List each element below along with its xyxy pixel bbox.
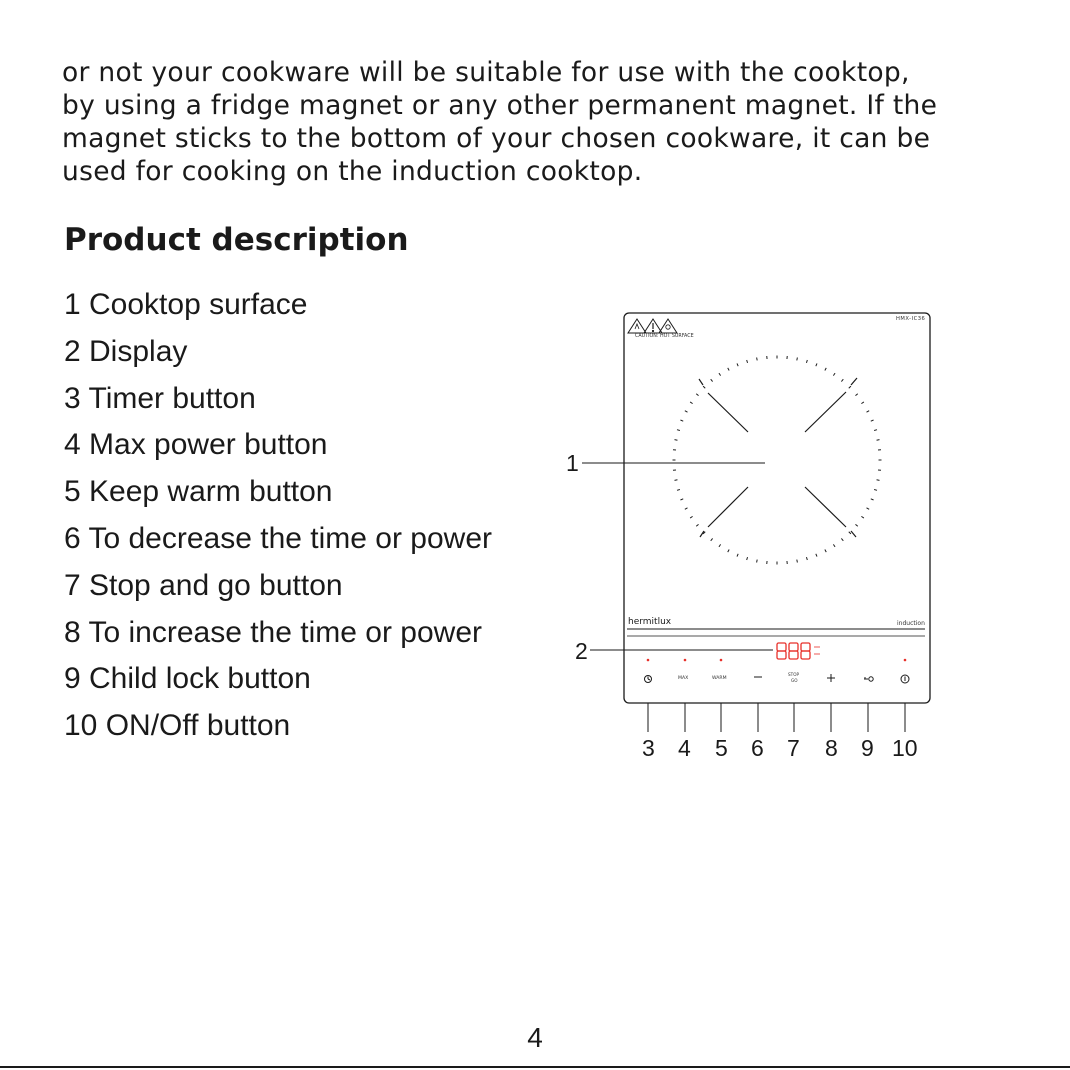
timer-indicator [647, 659, 650, 662]
part-item-child-lock-button: 9 Child lock button [64, 662, 311, 696]
page-number: 4 [527, 1022, 543, 1053]
max-indicator [684, 659, 687, 662]
stop-button-label: STOP [788, 672, 800, 677]
section-title: Product description [64, 222, 409, 258]
warm-button-label: WARM [712, 676, 727, 681]
ring-tick [877, 440, 880, 441]
ring-tick [675, 480, 678, 481]
part-item-keep-warm-button: 5 Keep warm button [64, 475, 333, 509]
ring-tick [757, 358, 758, 361]
part-item-decrease: 6 To decrease the time or power [64, 521, 493, 555]
callout-4: 4 [678, 735, 691, 761]
warm-indicator [720, 659, 723, 662]
part-item-max-power-button: 4 Max power button [64, 428, 328, 462]
parts-list [64, 282, 492, 750]
callout-5: 5 [715, 735, 728, 761]
callout-8: 8 [825, 735, 838, 761]
power-indicator [904, 659, 907, 662]
intro-line: magnet sticks to the bottom of your chosen cookware, it can be [62, 123, 931, 154]
ring-tick [797, 560, 798, 563]
callout-1: 1 [566, 450, 579, 476]
callout-2: 2 [575, 638, 588, 664]
ring-tick [757, 560, 758, 563]
ring-tick [797, 358, 798, 361]
ring-tick [675, 440, 678, 441]
model-label: HMX-IC36 [896, 316, 926, 322]
cooktop-diagram [555, 305, 955, 770]
caution-label: CAUTION: HOT SURFACE [635, 334, 694, 339]
callout-7: 7 [787, 735, 800, 761]
max-button-label: MAX [678, 676, 689, 681]
go-button-label: GO [791, 678, 798, 683]
callout-9: 9 [861, 735, 874, 761]
callout-10: 10 [892, 735, 918, 761]
part-item-increase: 8 To increase the time or power [64, 615, 482, 649]
intro-line: or not your cookware will be suitable for use with the cooktop, [62, 57, 910, 88]
ring-tick [877, 480, 880, 481]
intro-line: by using a fridge magnet or any other permanent magnet. If the [62, 90, 938, 121]
footer-rule [0, 1066, 1070, 1068]
part-item-stop-go-button: 7 Stop and go button [64, 568, 343, 602]
part-item-display: 2 Display [64, 334, 188, 368]
callout-3: 3 [642, 735, 655, 761]
intro-paragraph [62, 56, 1022, 188]
intro-line: used for cooking on the induction cooktop. [62, 156, 643, 187]
part-item-timer-button: 3 Timer button [64, 381, 256, 415]
brand-logo: hermitlux [628, 617, 672, 627]
induction-label: induction [897, 620, 925, 627]
part-item-cooktop-surface: 1 Cooktop surface [64, 288, 308, 321]
part-item-on-off-button: 10 ON/Off button [64, 709, 291, 743]
callout-6: 6 [751, 735, 764, 761]
cooktop-drawing [555, 305, 955, 770]
